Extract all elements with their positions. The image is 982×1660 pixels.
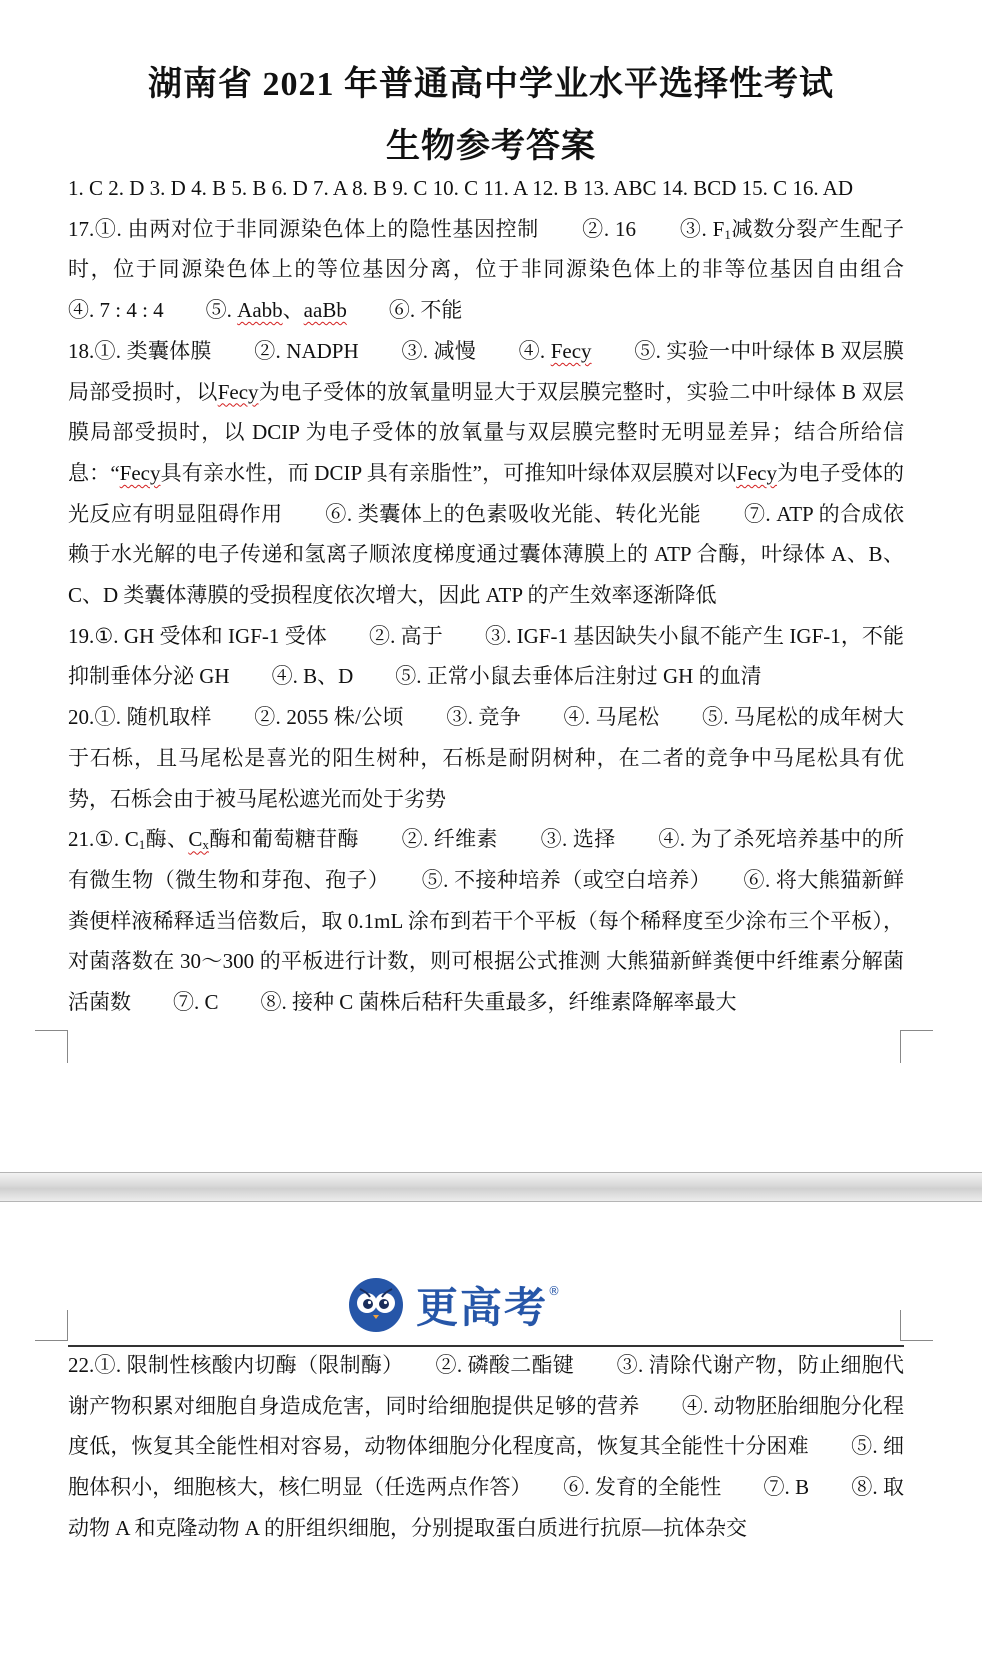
- answer-19: 19.①. GH 受体和 IGF-1 受体 ②. 高于 ③. IGF-1 基因缺失小鼠不能产生 IGF-1，不能抑制垂体分泌 GH ④. B、D ⑤. 正常小鼠去垂体后注射过 GH 的血清: [68, 623, 904, 689]
- answer-22: 22.①. 限制性核酸内切酶（限制酶） ②. 磷酸二酯键 ③. 清除代谢产物，防止细胞代谢产物积累对细胞自身造成危害，同时给细胞提供足够的营养 ④. 动物胚胎细胞分化程度低，恢复其全能性相对容易，动物体细胞分化程度高，恢复其全能性十分困难 ⑤. 细胞体积小，细胞核大，核仁明显（任选两点作答） ⑥. 发育的全能性 ⑦. B ⑧. 取动物 A 和克隆动物 A 的肝组织细胞，分别提取蛋白质进行抗原—抗体杂交: [68, 1353, 904, 1540]
- spell-check-word: aaBb: [303, 298, 347, 323]
- owl-logo-icon: [348, 1277, 404, 1333]
- mc-answers: 1. C 2. D 3. D 4. B 5. B 6. D 7. A 8. B 9. C 10. C 11. A 12. B 13. ABC 14. BCD 15. C 16. AD: [68, 176, 854, 200]
- spell-check-word: Fecy: [550, 338, 592, 363]
- margin-corner-mark: [900, 1030, 933, 1063]
- margin-corner-mark: [35, 1310, 68, 1341]
- margin-corner-mark: [35, 1030, 68, 1063]
- spell-check-word: $C_x$: [188, 827, 209, 853]
- logo-text: 更高考: [416, 1283, 549, 1332]
- answer-20: 20.①. 随机取样 ②. 2055 株/公顷 ③. 竞争 ④. 马尾松 ⑤. 马尾松的成年树大于石栎，且马尾松是喜光的阳生树种，石栎是耐阴树种，在二者的竞争中马尾松具有优势，石栎会由于被马尾松遮光而处于劣势: [68, 705, 904, 811]
- answer-body: [68, 168, 946, 1023]
- answer-17: 17.①. 由两对位于非同源染色体上的隐性基因控制 ②. 16 ③. $F_1$减数分裂产生配子时，位于同源染色体上的等位基因分离，位于非同源染色体上的非等位基因自由组合 ④. 7 : 4 : 4 ⑤. Aabb、aaBb ⑥. 不能: [68, 216, 946, 323]
- page-subtitle: 生物参考答案: [386, 128, 596, 165]
- spell-check-word: Fecy: [217, 379, 259, 404]
- answer-18: 18.①. 类囊体膜 ②. NADPH ③. 减慢 ④. Fecy ⑤. 实验一中叶绿体 B 双层膜局部受损时，以Fecy为电子受体的放氧量明显大于双层膜完整时，实验二中叶绿体 B 双层膜局部受损时，以 DCIP 为电子受体的放氧量与双层膜完整时无明显差异；结合所给信息：“Fecy具有亲水性，而 DCIP 具有亲脂性”，可推知叶绿体双层膜对以Fecy为电子受体的光反应有明显阻碍作用 ⑥. 类囊体上的色素吸收光能、转化光能 ⑦. ATP 的合成依赖于水光解的电子传递和氢离子顺浓度梯度通过囊体薄膜上的 ATP 合酶，叶绿体 A、B、C、D 类囊体薄膜的受损程度依次增大，因此 ATP 的产生效率逐渐降低: [68, 338, 905, 608]
- registered-mark: ®: [548, 1284, 561, 1298]
- answer-21: 21.①. $C_1$酶、$C_x$酶和葡萄糖苷酶 ②. 纤维素 ③. 选择 ④. 为了杀死培养基中的所有微生物（微生物和芽孢、孢子） ⑤. 不接种培养（或空白培养） ⑥. 将大熊猫新鲜粪便样液稀释适当倍数后，取 0.1mL 涂布到若干个平板（每个稀释度至少涂布三个平板），对菌落数在 30～300 的平板进行计数，则可根据公式推测 大熊猫新鲜粪便中纤维素分解菌活菌数 ⑦. C ⑧. 接种 C 菌株后秸秆失重最多，纤维素降解率最大: [68, 827, 904, 1015]
- spell-check-word: Aabb: [237, 298, 283, 323]
- spell-check-word: Fecy: [119, 460, 161, 485]
- margin-corner-mark: [900, 1310, 933, 1341]
- spell-check-word: Fecy: [736, 460, 777, 485]
- page-title: 湖南省 2021 年普通高中学业水平选择性考试: [148, 66, 834, 103]
- page-break: [0, 1172, 982, 1202]
- header-logo: [348, 1275, 560, 1335]
- answer-body-2: [68, 1345, 904, 1549]
